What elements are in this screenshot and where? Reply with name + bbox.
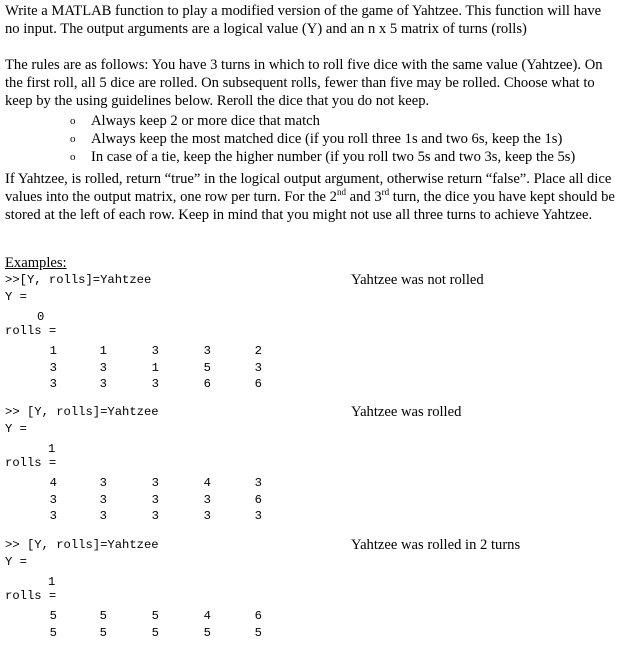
bullet-item (70, 112, 575, 130)
examples-heading: Examples: (5, 255, 67, 271)
matrix-cell: 5 (151, 609, 159, 623)
rolls-label: rolls = (5, 589, 57, 603)
rules-bullet-list (70, 112, 575, 166)
matrix-cell: 6 (254, 609, 262, 623)
matrix-cell: 3 (49, 377, 57, 391)
matrix-cell: 3 (49, 509, 57, 523)
matrix-cell: 5 (254, 625, 262, 640)
command-line: >> [Y, rolls]=Yahtzee (5, 538, 159, 552)
matrix-cell: 3 (99, 509, 107, 523)
matrix-cell: 5 (49, 609, 57, 623)
yahtzee-note-paragraph (5, 170, 615, 224)
bullet-text: In case of a tie, keep the higher number (if you roll two 5s and two 3s, keep the 5s) (91, 149, 576, 165)
matrix-cell: 6 (203, 377, 211, 391)
matrix-cell: 5 (99, 625, 107, 640)
example-caption: Yahtzee was not rolled (351, 272, 484, 288)
command-line: >> [Y, rolls]=Yahtzee (5, 405, 159, 419)
intro-paragraph: Write a MATLAB function to play a modified version of the game of Yahtzee. This function will have no input. The output arguments are a logical value (Y) and an n x 5 matrix of turns (rolls) (5, 3, 602, 37)
matrix-cell: 4 (203, 476, 211, 490)
matrix-cell: 3 (151, 492, 159, 507)
matrix-cell: 6 (254, 377, 262, 391)
matrix-cell: 3 (151, 344, 159, 358)
matrix-cell: 5 (49, 625, 57, 640)
bullet-item (70, 130, 575, 148)
bullet-text: Always keep the most matched dice (if you roll three 1s and two 6s, keep the 1s) (91, 131, 563, 147)
command-line: >>[Y, rolls]=Yahtzee (5, 273, 152, 287)
matrix-cell: 5 (151, 625, 159, 640)
example-caption: Yahtzee was rolled in 2 turns (351, 537, 521, 553)
matrix-cell: 3 (254, 476, 262, 490)
matrix-cell: 4 (49, 476, 57, 490)
note-text: If Yahtzee, is rolled, return “true” in the logical output argument, otherwise return “false”. Place all dice values into the output matrix, one row per turn. For the 2 (5, 171, 612, 205)
y-label: Y = (5, 422, 27, 436)
bullet-marker: o (70, 133, 76, 145)
matrix-cell: 3 (151, 509, 159, 523)
matrix-cell: 1 (151, 360, 159, 375)
matrix-cell: 2 (254, 344, 262, 358)
matrix-cell: 5 (203, 360, 211, 375)
matrix-cell: 3 (254, 360, 262, 375)
matrix-cell: 3 (49, 360, 57, 375)
rules-paragraph: The rules are as follows: You have 3 turns in which to roll five dice with the same value (Yahtzee). On the first roll, all 5 dice are rolled. On subsequent rolls, fewer than five may be rolled. Choose what to keep by the using guidelines below. Reroll the dice that you do not keep. (5, 57, 603, 109)
y-value: 0 (37, 310, 45, 324)
y-value: 1 (48, 442, 56, 456)
ordinal-suffix: nd (336, 187, 346, 198)
matrix-cell: 3 (99, 492, 107, 507)
rolls-label: rolls = (5, 456, 57, 470)
note-text: and 3 (345, 189, 382, 205)
matrix-cell: 3 (99, 476, 107, 490)
matrix-cell: 5 (203, 625, 211, 640)
bullet-text: Always keep 2 or more dice that match (91, 113, 320, 129)
matrix-cell: 3 (49, 492, 57, 507)
y-label: Y = (5, 290, 27, 304)
bullet-item (70, 148, 575, 166)
matrix-cell: 5 (99, 609, 107, 623)
matrix-cell: 4 (203, 609, 211, 623)
y-value: 1 (48, 575, 56, 589)
example-caption: Yahtzee was rolled (351, 404, 462, 420)
ordinal-suffix: rd (381, 187, 390, 198)
matrix-cell: 6 (254, 492, 262, 507)
matrix-cell: 3 (254, 509, 262, 523)
matrix-cell: 3 (203, 344, 211, 358)
matrix-cell: 1 (99, 344, 107, 358)
bullet-marker: o (70, 115, 76, 127)
matrix-cell: 3 (99, 377, 107, 391)
matrix-cell: 3 (151, 377, 159, 391)
matrix-cell: 3 (203, 492, 211, 507)
y-label: Y = (5, 555, 27, 569)
matrix-cell: 3 (151, 476, 159, 490)
matrix-cell: 3 (99, 360, 107, 375)
matrix-cell: 3 (203, 509, 211, 523)
bullet-marker: o (70, 151, 76, 163)
matrix-cell: 1 (49, 344, 57, 358)
note-text: turn, the dice you have kept should be stored at the left of each row. Keep in mind that you might not use all three turns to achieve Yahtzee. (5, 189, 615, 223)
rolls-label: rolls = (5, 324, 57, 338)
